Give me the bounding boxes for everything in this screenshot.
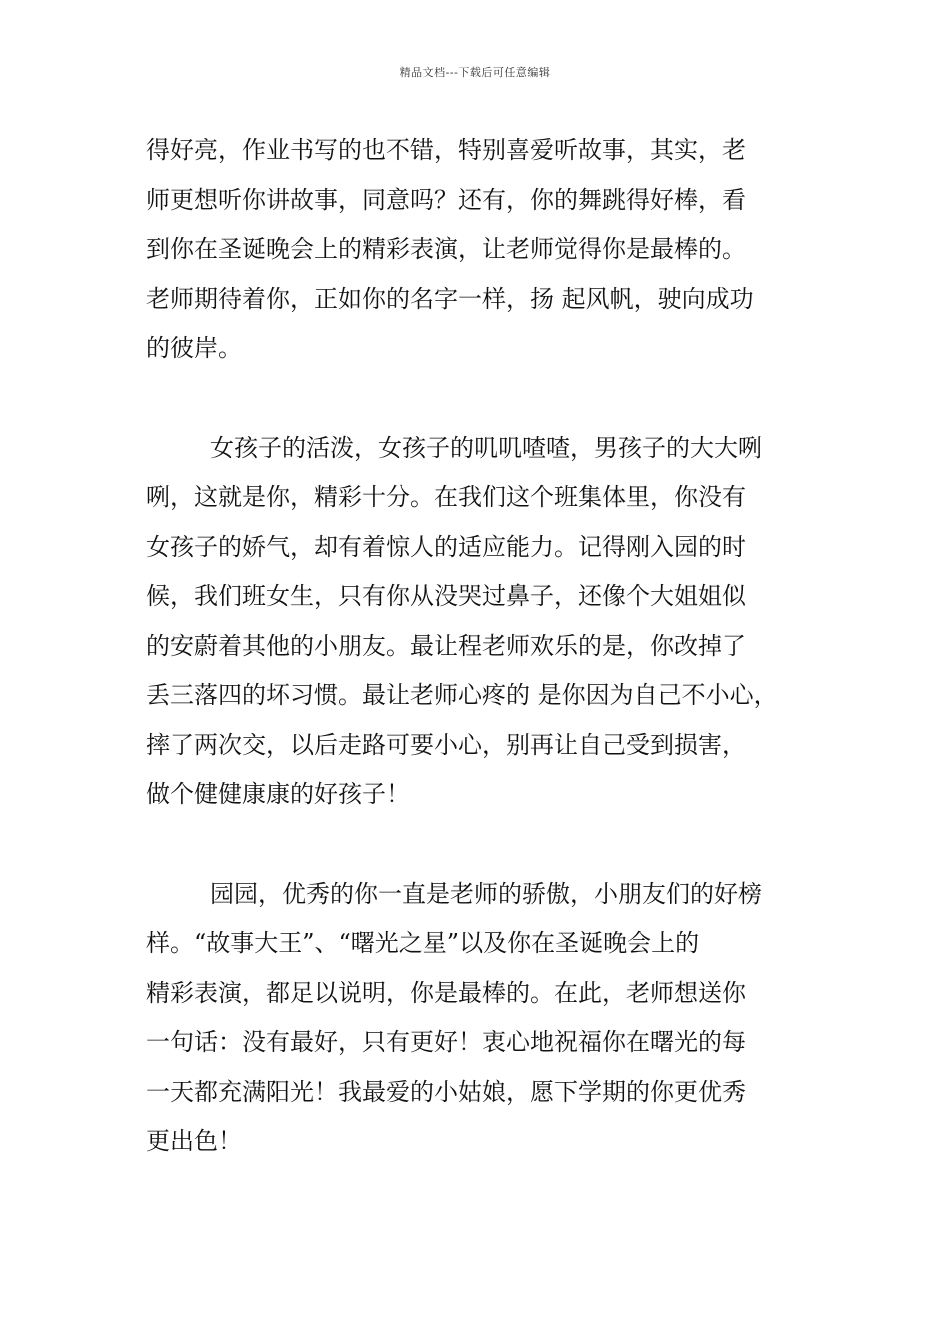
text-line: 得好亮，作业书写的也不错，特别喜爱听故事，其实，老 [146,136,746,164]
text-line: 做个健健康康的好孩子！ [146,780,410,808]
text-line: 女孩子的娇气，却有着惊人的适应能力。记得刚入园的时 [146,532,746,561]
text-line: 师更想听你讲故事，同意吗？还有，你的舞跳得好棒，看 [146,185,746,214]
paragraph-spacer [146,820,811,870]
text-line: 丢三落四的坏习惯。最让老师心疼的 是你因为自己不小心， [146,681,778,709]
text-line: 一句话：没有最好，只有更好！衷心地祝福你在曙光的每 [146,1028,746,1056]
text-line: 精彩表演，都足以说明，你是最棒的。在此，老师想送你 [146,978,746,1007]
text-line: 的彼岸。 [146,334,242,362]
text-line: 摔了两次交，以后走路可要小心，别再让自己受到损害， [146,730,746,759]
text-line: 老师期待着你，正如你的名字一样，扬 起风帆，驶向成功 [146,284,754,313]
text-line: 园园，优秀的你一直是老师的骄傲，小朋友们的好榜 [210,879,762,908]
text-line: 到你在圣诞晚会上的精彩表演，让老师觉得你是最棒的。 [146,235,746,263]
text-line: 样。“故事大王”、“曙光之星”以及你在圣诞晚会上的 [146,929,700,957]
paragraph-3 [146,870,811,1167]
text-line: 咧，这就是你，精彩十分。在我们这个班集体里，你没有 [146,483,746,511]
paragraph-spacer [146,374,811,424]
text-line: 一天都充满阳光！我最爱的小姑娘，愿下学期的你更优秀 [146,1077,746,1106]
page-header: 精品文档---下载后可任意编辑 [399,66,551,79]
document-body [146,126,811,1167]
text-line: 女孩子的活泼，女孩子的叽叽喳喳，男孩子的大大咧 [210,433,762,462]
paragraph-1 [146,126,811,374]
text-line: 候，我们班女生，只有你从没哭过鼻子，还像个大姐姐似 [146,582,746,610]
text-line: 的安蔚着其他的小朋友。最让程老师欢乐的是，你改掉了 [146,631,746,660]
text-line: 更出色！ [146,1127,242,1155]
paragraph-2 [146,424,811,820]
